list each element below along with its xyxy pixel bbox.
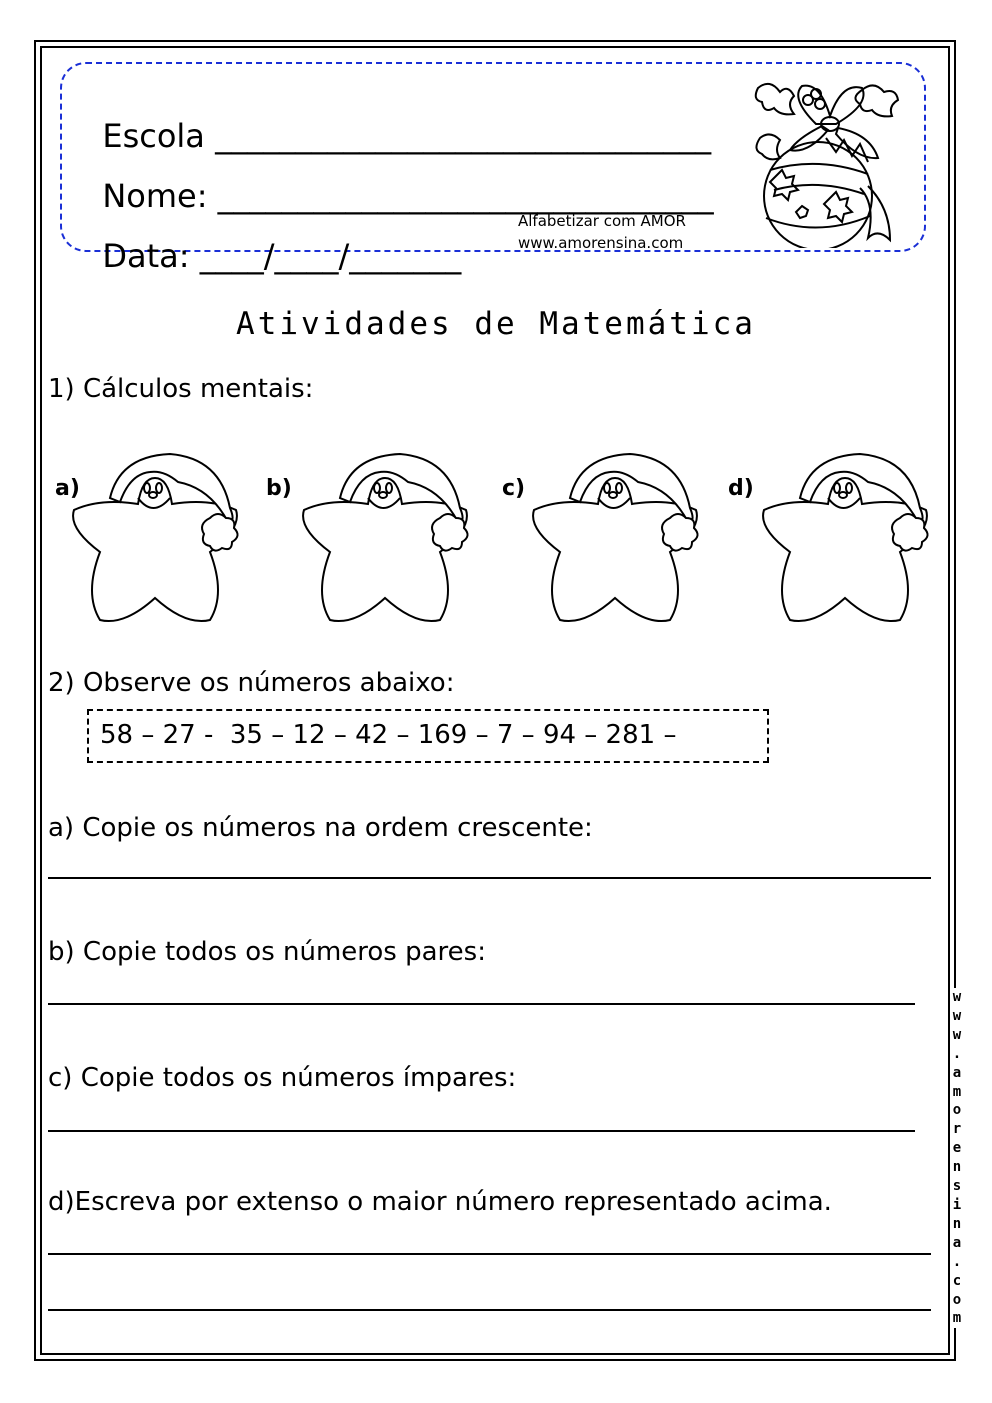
name-label: Nome: xyxy=(102,177,208,215)
star-character-d xyxy=(750,448,940,638)
side-url-char: w xyxy=(952,1026,962,1043)
side-url-char: c xyxy=(952,1272,962,1289)
side-url-char: w xyxy=(952,989,962,1005)
question-2c: c) Copie todos os números ímpares: xyxy=(48,1063,517,1093)
side-url-char: n xyxy=(952,1215,962,1232)
star-character-a xyxy=(60,448,250,638)
side-url-char: r xyxy=(952,1121,962,1138)
credit-line-2: www.amorensina.com xyxy=(518,234,684,252)
question-2b: b) Copie todos os números pares: xyxy=(48,937,486,967)
side-url-char: . xyxy=(952,1045,962,1062)
name-blank: _______________________________ xyxy=(217,177,714,215)
answer-line-d2[interactable] xyxy=(48,1309,931,1311)
date-field xyxy=(82,202,461,274)
question-2a: a) Copie os números na ordem crescente: xyxy=(48,813,593,843)
side-url-char: n xyxy=(952,1159,962,1176)
credit-line-1: Alfabetizar com AMOR xyxy=(518,212,686,230)
star-label-c: c) xyxy=(502,476,526,501)
answer-line-c[interactable] xyxy=(48,1130,915,1132)
star-label-b: b) xyxy=(266,476,292,501)
side-url-char: a xyxy=(952,1064,962,1081)
star-label-a: a) xyxy=(55,476,80,501)
question-2d: d)Escreva por extenso o maior número representado acima. xyxy=(48,1187,832,1217)
side-url-char: a xyxy=(952,1234,962,1251)
side-url-char: w xyxy=(952,1007,962,1024)
side-url-char: s xyxy=(952,1178,962,1195)
date-blank: ____/____/_______ xyxy=(199,237,462,275)
school-blank: _______________________________ xyxy=(215,117,712,155)
christmas-ornament-icon xyxy=(750,78,910,248)
answer-line-a[interactable] xyxy=(48,877,931,879)
side-url-char: o xyxy=(952,1291,962,1308)
side-url-char: o xyxy=(952,1102,962,1119)
question-2-heading: 2) Observe os números abaixo: xyxy=(48,668,455,698)
side-url-char: i xyxy=(952,1196,962,1213)
answer-line-d1[interactable] xyxy=(48,1253,931,1255)
side-url-char: m xyxy=(952,1310,962,1327)
star-label-d: d) xyxy=(728,476,754,501)
school-label: Escola xyxy=(102,117,205,155)
star-character-c xyxy=(520,448,710,638)
page-title: Atividades de Matemática xyxy=(236,306,756,342)
numbers-list: 58 – 27 - 35 – 12 – 42 – 169 – 7 – 94 – 281 – xyxy=(100,720,677,750)
side-url-char: e xyxy=(952,1140,962,1157)
answer-line-b[interactable] xyxy=(48,1003,915,1005)
date-label: Data: xyxy=(102,237,190,275)
side-url-char: . xyxy=(952,1253,962,1270)
question-1-heading: 1) Cálculos mentais: xyxy=(48,374,314,404)
star-character-b xyxy=(290,448,480,638)
side-url-char: m xyxy=(952,1083,962,1100)
side-url xyxy=(951,988,963,1328)
